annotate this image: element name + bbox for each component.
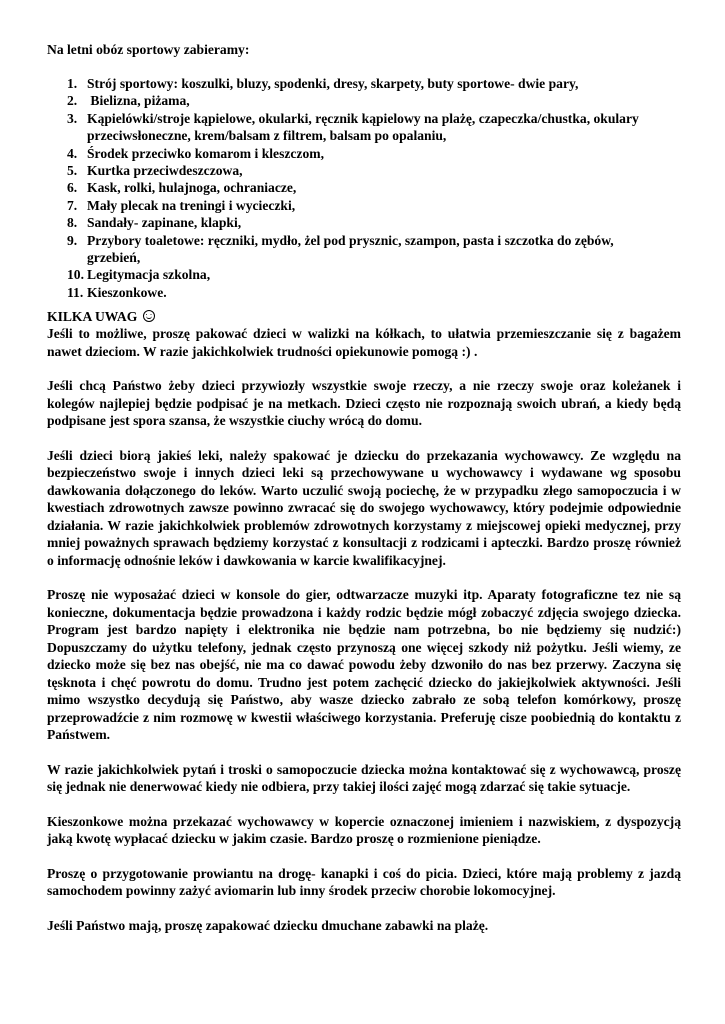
item-number: 7. xyxy=(67,197,78,213)
item-number: 3. xyxy=(67,110,78,126)
item-text: Kąpielówki/stroje kąpielowe, okularki, ręcznik kąpielowy na plażę, czapeczka/chustka, okulary przeciwsłoneczne, krem/balsam z filtrem, balsam po opalaniu, xyxy=(87,110,639,144)
list-item xyxy=(47,232,667,267)
item-number: 5. xyxy=(67,163,78,179)
item-text: Przybory toaletowe: ręczniki, mydło, żel pod prysznic, szampon, pasta i szczotka do zębów, grzebień, xyxy=(87,232,614,266)
paragraph-labels: Jeśli chcą Państwo żeby dzieci przywiozły wszystkie swoje rzeczy, a nie rzeczy swoje oraz koleżanek i kolegów najlepiej będzie podpisać je na metkach. Dzieci często nie rozpoznają swoich ubrań, a kiedy będą podpisane jest spora szansa, że wszystkie ciuchy wrócą do domu. xyxy=(47,378,681,428)
item-number: 6. xyxy=(67,180,78,196)
item-text: Strój sportowy: koszulki, bluzy, spodenki, dresy, skarpety, buty sportowe- dwie pary, xyxy=(87,76,579,91)
item-number: 1. xyxy=(67,76,78,91)
list-item xyxy=(47,197,667,214)
tips-title: KILKA UWAG xyxy=(47,309,138,324)
item-number: 10. xyxy=(67,267,84,283)
item-text: Bielizna, piżama, xyxy=(87,93,190,109)
tips-section xyxy=(47,308,681,951)
list-item xyxy=(47,179,667,196)
item-number: 9. xyxy=(67,232,78,248)
list-item xyxy=(47,266,667,283)
packing-list xyxy=(47,75,667,301)
list-item xyxy=(47,92,667,109)
item-number: 2. xyxy=(67,93,78,109)
list-item xyxy=(47,162,667,179)
list-item xyxy=(47,214,667,231)
paragraph-beach-toys: Jeśli Państwo mają, proszę zapakować dziecku dmuchane zabawki na plażę. xyxy=(47,917,489,933)
item-text: Kask, rolki, hulajnoga, ochraniacze, xyxy=(87,180,297,196)
item-number: 8. xyxy=(67,215,78,231)
smiley-icon xyxy=(143,310,155,322)
tips-title-line xyxy=(47,308,681,325)
list-item xyxy=(47,75,667,92)
item-text: Legitymacja szkolna, xyxy=(87,267,211,283)
packing-heading: Na letni obóz sportowy zabieramy: xyxy=(47,42,250,57)
item-number: 4. xyxy=(67,145,78,161)
item-text: Sandały- zapinane, klapki, xyxy=(87,215,242,231)
paragraph-travel-food: Proszę o przygotowanie prowiantu na drogę- kanapki i coś do picia. Dzieci, które mają problemy z jazdą samochodem powinny zażyć aviomarin lub inny środek przeciw chorobie lokomocyjnej. xyxy=(47,865,681,898)
item-text: Kurtka przeciwdeszczowa, xyxy=(87,163,243,179)
paragraph-electronics: Proszę nie wyposażać dzieci w konsole do gier, odtwarzacze muzyki itp. Aparaty fotograficzne tez nie są konieczne, dokumentacja będzie prowadzona i każdy rodzic będzie mógł zobaczyć zdjęcia swojego dziecka. Program jest bardzo napięty i elektronika nie będzie nam potrzebna, bo nie będziemy się nudzić:) Dopuszczamy do użytku telefony, jednak często przynoszą one więcej szkody niż pożytku. Jeśli wiemy, ze dziecko może się bez nas obejść, nie ma co dawać powodu żeby dzwoniło do nas bez przerwy. Zaczyna się tęsknota i chęć powrotu do domu. Trudno jest potem zachęcić dziecko do jakiejkolwiek aktywności. Jeśli mimo wszystko decydują się Państwo, aby wasze dziecko zabrało ze sobą telefon komórkowy, proszę przeprowadźcie z nim rozmowę w kwestii właściwego korzystania. Preferuję cisze poobiednią do kontaktu z Państwem. xyxy=(47,587,681,742)
item-text: Mały plecak na treningi i wycieczki, xyxy=(87,197,296,213)
list-item xyxy=(47,110,667,145)
list-item xyxy=(47,284,667,301)
paragraph-contact: W razie jakichkolwiek pytań i troski o samopoczucie dziecka można kontaktować się z wychowawcą, proszę się jednak nie denerwować kiedy nie odbiera, przy takiej ilości zajęć mogą zdarzać się takie sytuacje. xyxy=(47,761,681,794)
item-number: 11. xyxy=(67,284,84,300)
paragraph-pocket-money: Kieszonkowe można przekazać wychowawcy w kopercie oznaczonej imieniem i nazwiskiem, z dyspozycją jaką kwotę wypłacać dziecku w jakim czasie. Bardzo proszę o rozmienione pieniądze. xyxy=(47,813,681,846)
paragraph-luggage: Jeśli to możliwe, proszę pakować dzieci w walizki na kółkach, to ułatwia przemieszczanie się z bagażem nawet dzieciom. W razie jakichkolwiek trudności opiekunowie pomogą :) . xyxy=(47,326,681,359)
paragraph-medicine: Jeśli dzieci biorą jakieś leki, należy spakować je dziecku do przekazania wychowawcy. Ze względu na bezpieczeństwo swoje i innych dzieci leki są przechowywane u wychowawcy i wydawane wg sposobu dawkowania dołączonego do leków. Warto uczulić swoją pociechę, że w przypadku złego samopoczucia i w kwestiach zdrowotnych zawsze powinno zwracać się do swojego wychowawcy, który podejmie odpowiednie działania. W razie jakichkolwiek problemów zdrowotnych korzystamy z miejscowej opieki medycznej, przy mniej poważnych sprawach będziemy korzystać z konsultacji z rodzicami i apteczki. Bardzo proszę również o informację odnośnie leków i dawkowania w karcie kwalifikacyjnej. xyxy=(47,447,681,568)
list-item xyxy=(47,145,667,162)
item-text: Środek przeciwko komarom i kleszczom, xyxy=(87,145,324,161)
item-text: Kieszonkowe. xyxy=(87,284,167,300)
